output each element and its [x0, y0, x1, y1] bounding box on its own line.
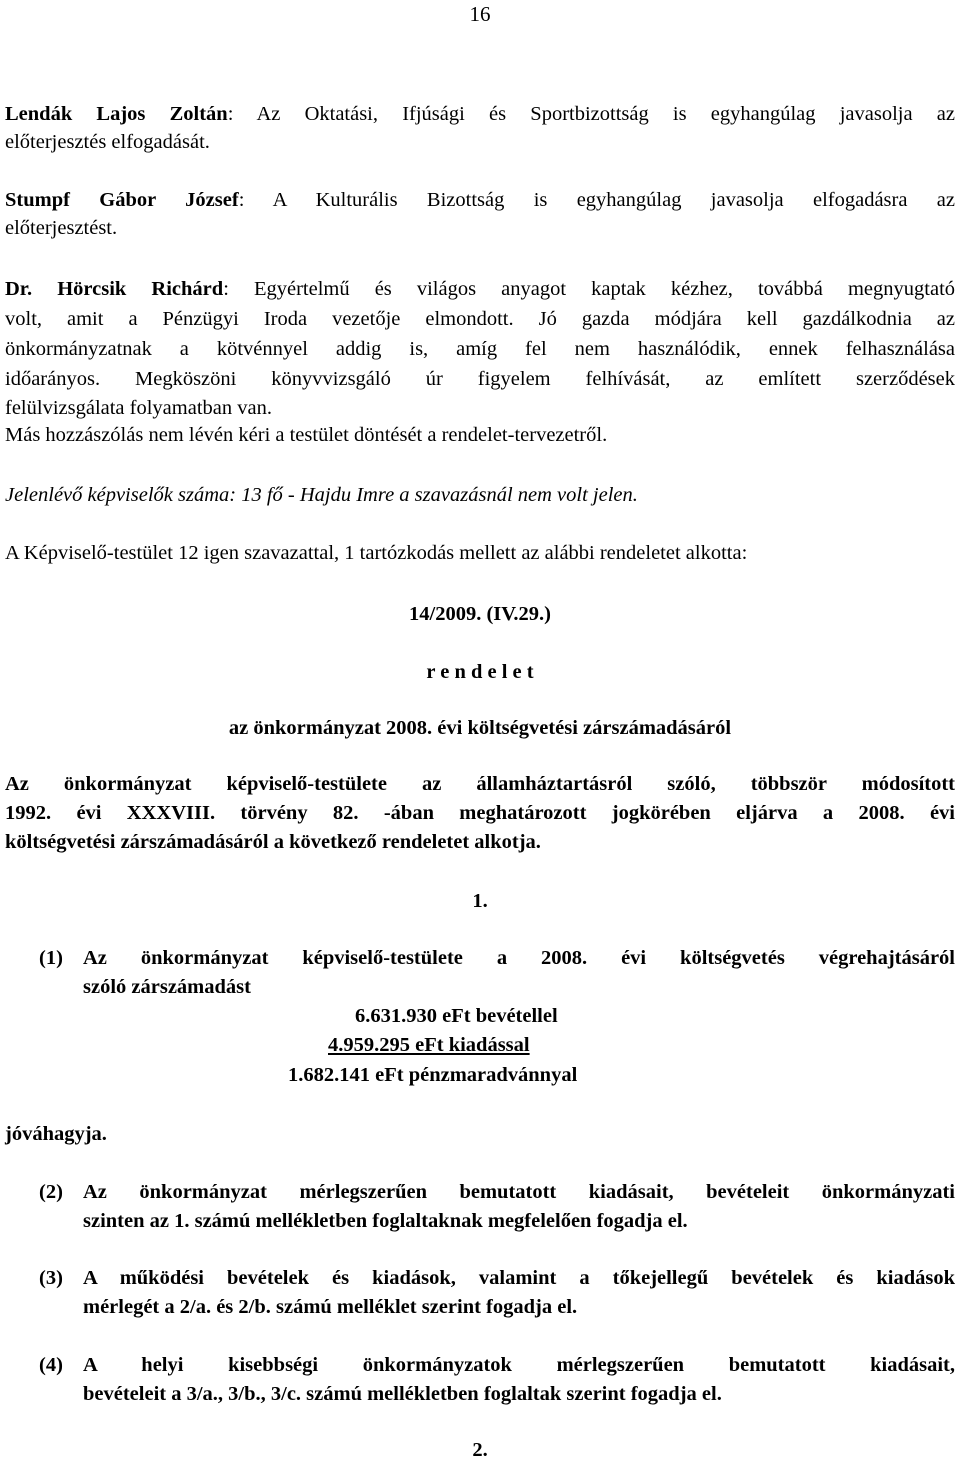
p3-line2: volt, amit a Pénzügyi Iroda vezetője elmondott. Jó gazda módjára kell gazdálkodnia az [5, 308, 955, 330]
decree-number: 14/2009. (IV.29.) [409, 603, 551, 625]
p2-line2: előterjesztést. [5, 217, 118, 239]
residual-amount: 1.682.141 eFt pénzmaradvánnyal [288, 1064, 578, 1086]
para1-number: (1) [39, 947, 63, 969]
speaker-name: Dr. Hörcsik Richárd [5, 278, 224, 300]
preamble-line2: 1992. évi XXXVIII. törvény 82. -ában meghatározott jogkörében eljárva a 2008. évi [5, 802, 955, 824]
para4-line2: bevételeit a 3/a., 3/b., 3/c. számú mellékletben foglaltak szerint fogadja el. [83, 1383, 722, 1405]
p3-line1 [5, 276, 955, 302]
attendance-note: Jelenlévő képviselők száma: 13 fő - Hajdu Imre a szavazásnál nem volt jelen. [5, 484, 638, 506]
para4-number: (4) [39, 1354, 63, 1376]
p1-line2: előterjesztés elfogadását. [5, 131, 210, 153]
vote-result: A Képviselő-testület 12 igen szavazattal, 1 tartózkodás mellett az alábbi rendeletet alkotta: [5, 542, 748, 564]
p3-line4: időarányos. Megköszöni könyvvizsgáló úr figyelem felhívását, az említett szerződések [5, 368, 955, 390]
section2-heading: 2. [472, 1439, 488, 1461]
para3-number: (3) [39, 1267, 63, 1289]
p1-text: : Az Oktatási, Ifjúsági és Sportbizottság is egyhangúlag javasolja az [227, 103, 955, 125]
para3-line1: A működési bevételek és kiadások, valamint a tőkejellegű bevételek és kiadások [83, 1267, 955, 1289]
p1-line1 [5, 101, 955, 127]
approve-text: jóváhagyja. [5, 1123, 107, 1145]
para4-line1: A helyi kisebbségi önkormányzatok mérlegszerűen bemutatott kiadásait, [83, 1354, 955, 1376]
decree-word: r e n d e l e t [426, 661, 534, 683]
p3-text: : Egyértelmű és világos anyagot kaptak kézhez, továbbá megnyugtató [223, 278, 956, 300]
page-number: 16 [469, 2, 491, 26]
para1-line2: szóló zárszámadást [83, 976, 251, 998]
para2-line2: szinten az 1. számú mellékletben foglaltaknak megfelelően fogadja el. [83, 1210, 688, 1232]
p3-line5: felülvizsgálata folyamatban van. [5, 397, 272, 419]
preamble-line3: költségvetési zárszámadásáról a következő rendeletet alkotja. [5, 831, 541, 853]
p2-line1 [5, 187, 955, 213]
para3-line2: mérlegét a 2/a. és 2/b. számú melléklet szerint fogadja el. [83, 1296, 578, 1318]
para2-line1: Az önkormányzat mérlegszerűen bemutatott kiadásait, bevételeit önkormányzati [83, 1181, 955, 1203]
expenditure-amount: 4.959.295 eFt kiadással [328, 1034, 530, 1056]
decree-subject: az önkormányzat 2008. évi költségvetési zárszámadásáról [228, 717, 732, 739]
preamble-line1: Az önkormányzat képviselő-testülete az államháztartásról szóló, többször módosított [5, 773, 955, 795]
para1-line1: Az önkormányzat képviselő-testülete a 2008. évi költségvetés végrehajtásáról [83, 947, 955, 969]
p3-line3: önkormányzatnak a kötvénnyel addig is, amíg fel nem használódik, ennek felhasználása [5, 338, 955, 360]
speaker-name: Lendák Lajos Zoltán [5, 103, 228, 125]
para2-number: (2) [39, 1181, 63, 1203]
revenue-amount: 6.631.930 eFt bevétellel [355, 1005, 558, 1027]
section1-heading: 1. [472, 890, 488, 912]
p3-line6: Más hozzászólás nem lévén kéri a testület döntését a rendelet-tervezetről. [5, 424, 608, 446]
p2-text: : A Kulturális Bizottság is egyhangúlag javasolja elfogadásra az [238, 189, 955, 211]
speaker-name: Stumpf Gábor József [5, 189, 239, 211]
